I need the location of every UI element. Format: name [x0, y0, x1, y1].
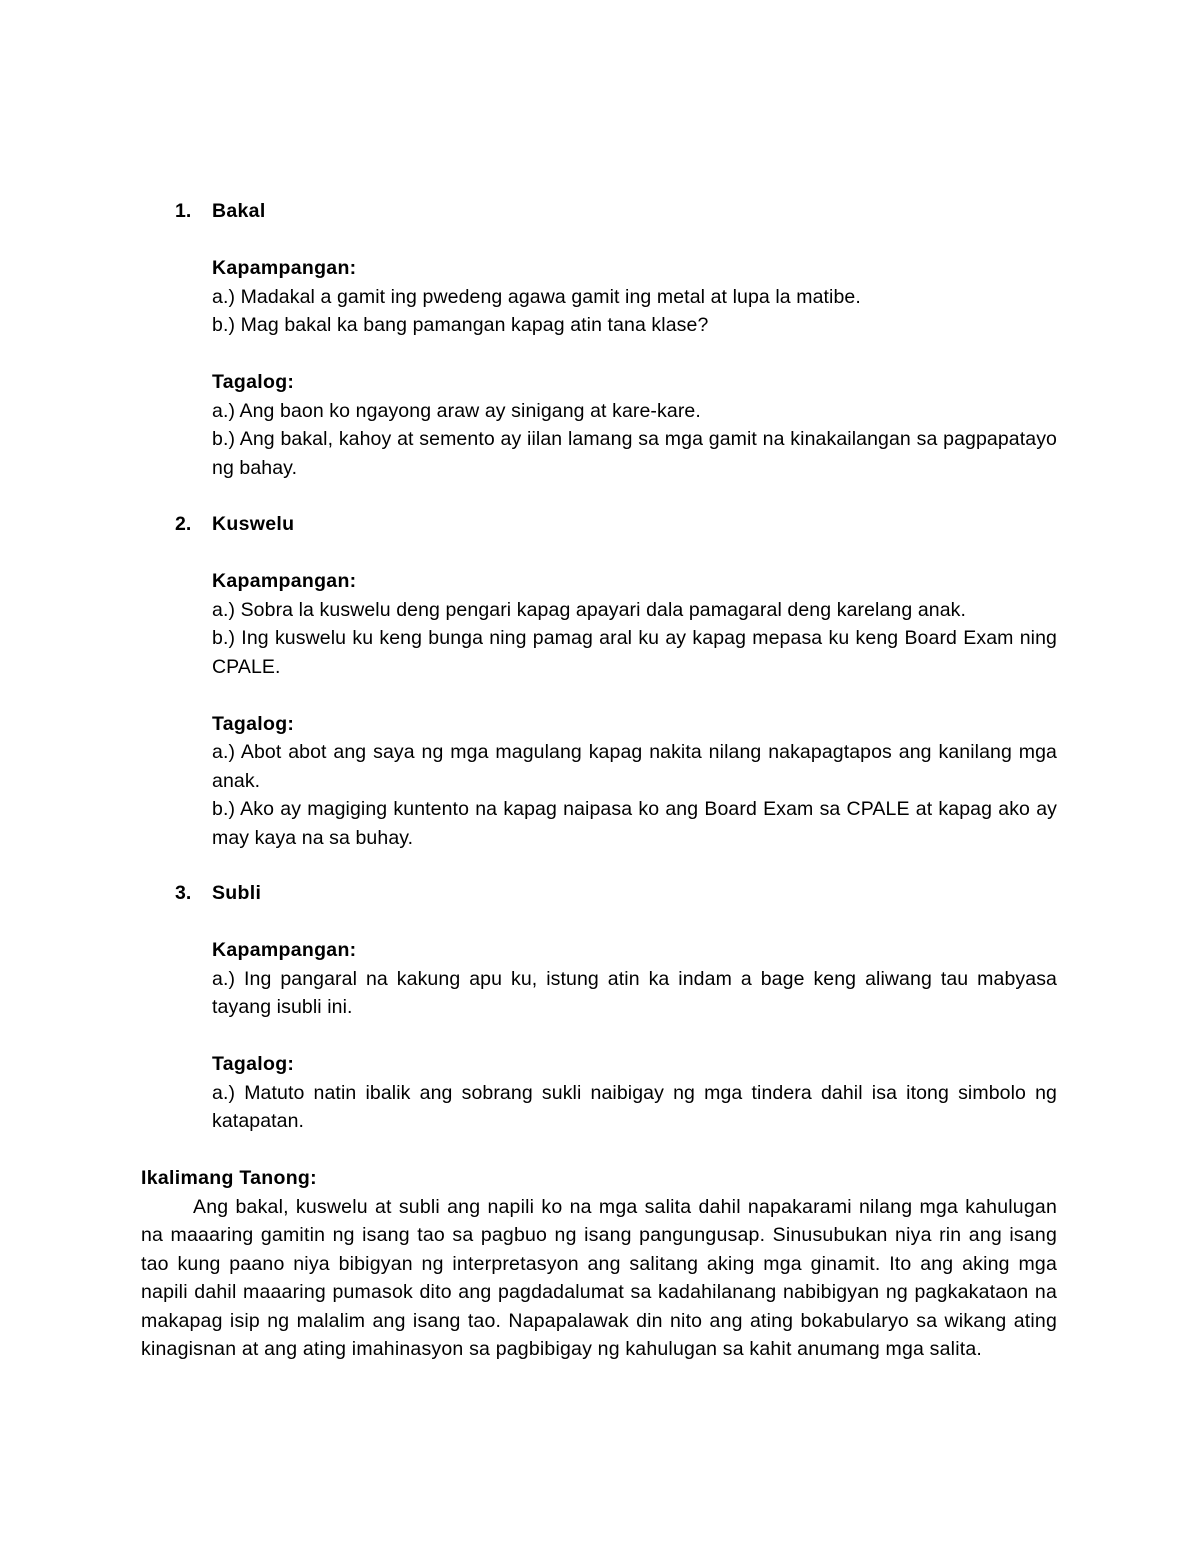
tagalog-label: Tagalog:: [212, 371, 295, 393]
vocab-item-body: [212, 567, 1057, 852]
tagalog-example-a: a.) Matuto natin ibalik ang sobrang sukli naibigay ng mga tindera dahil isa itong simbolo ng katapatan.: [212, 1081, 1057, 1132]
item-number: 2.: [175, 513, 192, 535]
kapampangan-label: Kapampangan:: [212, 257, 357, 279]
vocab-item-3: [141, 879, 1057, 1136]
fifth-question-section: [141, 1164, 1057, 1364]
kapampangan-example-b: b.) Mag bakal ka bang pamangan kapag atin tana klase?: [212, 314, 709, 336]
kapampangan-example-a: a.) Madakal a gamit ing pwedeng agawa gamit ing metal at lupa la matibe.: [212, 285, 861, 308]
item-number: 1.: [175, 200, 192, 222]
tagalog-label: Tagalog:: [212, 712, 295, 735]
kapampangan-label: Kapampangan:: [212, 570, 357, 592]
vocab-item-heading: [141, 879, 1057, 908]
fifth-question-title: Ikalimang Tanong:: [141, 1167, 317, 1189]
kapampangan-label: Kapampangan:: [212, 939, 357, 961]
vocab-item-heading: [141, 510, 1057, 539]
tagalog-label: Tagalog:: [212, 1053, 295, 1075]
tagalog-example-b: b.) Ang bakal, kahoy at semento ay iilan lamang sa mga gamit na kinakailangan sa pagpapatayo ng bahay.: [212, 428, 1057, 479]
vocab-item-1: [141, 197, 1057, 482]
item-word: Kuswelu: [212, 513, 295, 535]
vocab-item-heading: [141, 197, 1057, 226]
item-number: 3.: [175, 882, 192, 904]
tagalog-example-a: a.) Abot abot ang saya ng mga magulang kapag nakita nilang nakapagtapos ang kanilang mga anak.: [212, 741, 1057, 792]
tagalog-example-b: b.) Ako ay magiging kuntento na kapag naipasa ko ang Board Exam sa CPALE at kapag ako ay may kaya na sa buhay.: [212, 798, 1057, 849]
item-word: Bakal: [212, 200, 266, 222]
vocab-item-body: [212, 936, 1057, 1136]
kapampangan-example-a: a.) Sobra la kuswelu deng pengari kapag apayari dala pamagaral deng karelang anak.: [212, 598, 967, 621]
kapampangan-example-b: b.) Ing kuswelu ku keng bunga ning pamag aral ku ay kapag mepasa ku keng Board Exam ning CPALE.: [212, 627, 1057, 678]
vocab-item-2: [141, 510, 1057, 852]
item-word: Subli: [212, 882, 262, 904]
vocab-item-body: [212, 254, 1057, 482]
kapampangan-example-a: a.) Ing pangaral na kakung apu ku, istung atin ka indam a bage keng aliwang tau mabyasa tayang isubli ini.: [212, 967, 1057, 1018]
fifth-question-paragraph: Ang bakal, kuswelu at subli ang napili ko na mga salita dahil napakarami nilang mga kahulugan na maaaring gamitin ng isang tao sa pagbuo ng isang pangungusap. Sinusubukan niya rin ang isang tao kung paano niya bibigyan ng interpretasyon ang salitang aking mga ginamit. Ito ang aking mga napili dahil maaaring pumasok dito ang pagdadalumat sa kadahilanang nabibigyan ng pagkakataon na makapag isip ng malalim ang isang tao. Napapalawak din nito ang ating bokabularyo sa wikang ating kinagisnan at ang ating imahinasyon sa pagbibigay ng kahulugan sa kahit anumang mga salita.: [141, 1195, 1057, 1360]
tagalog-example-a: a.) Ang baon ko ngayong araw ay sinigang at kare-kare.: [212, 399, 701, 422]
